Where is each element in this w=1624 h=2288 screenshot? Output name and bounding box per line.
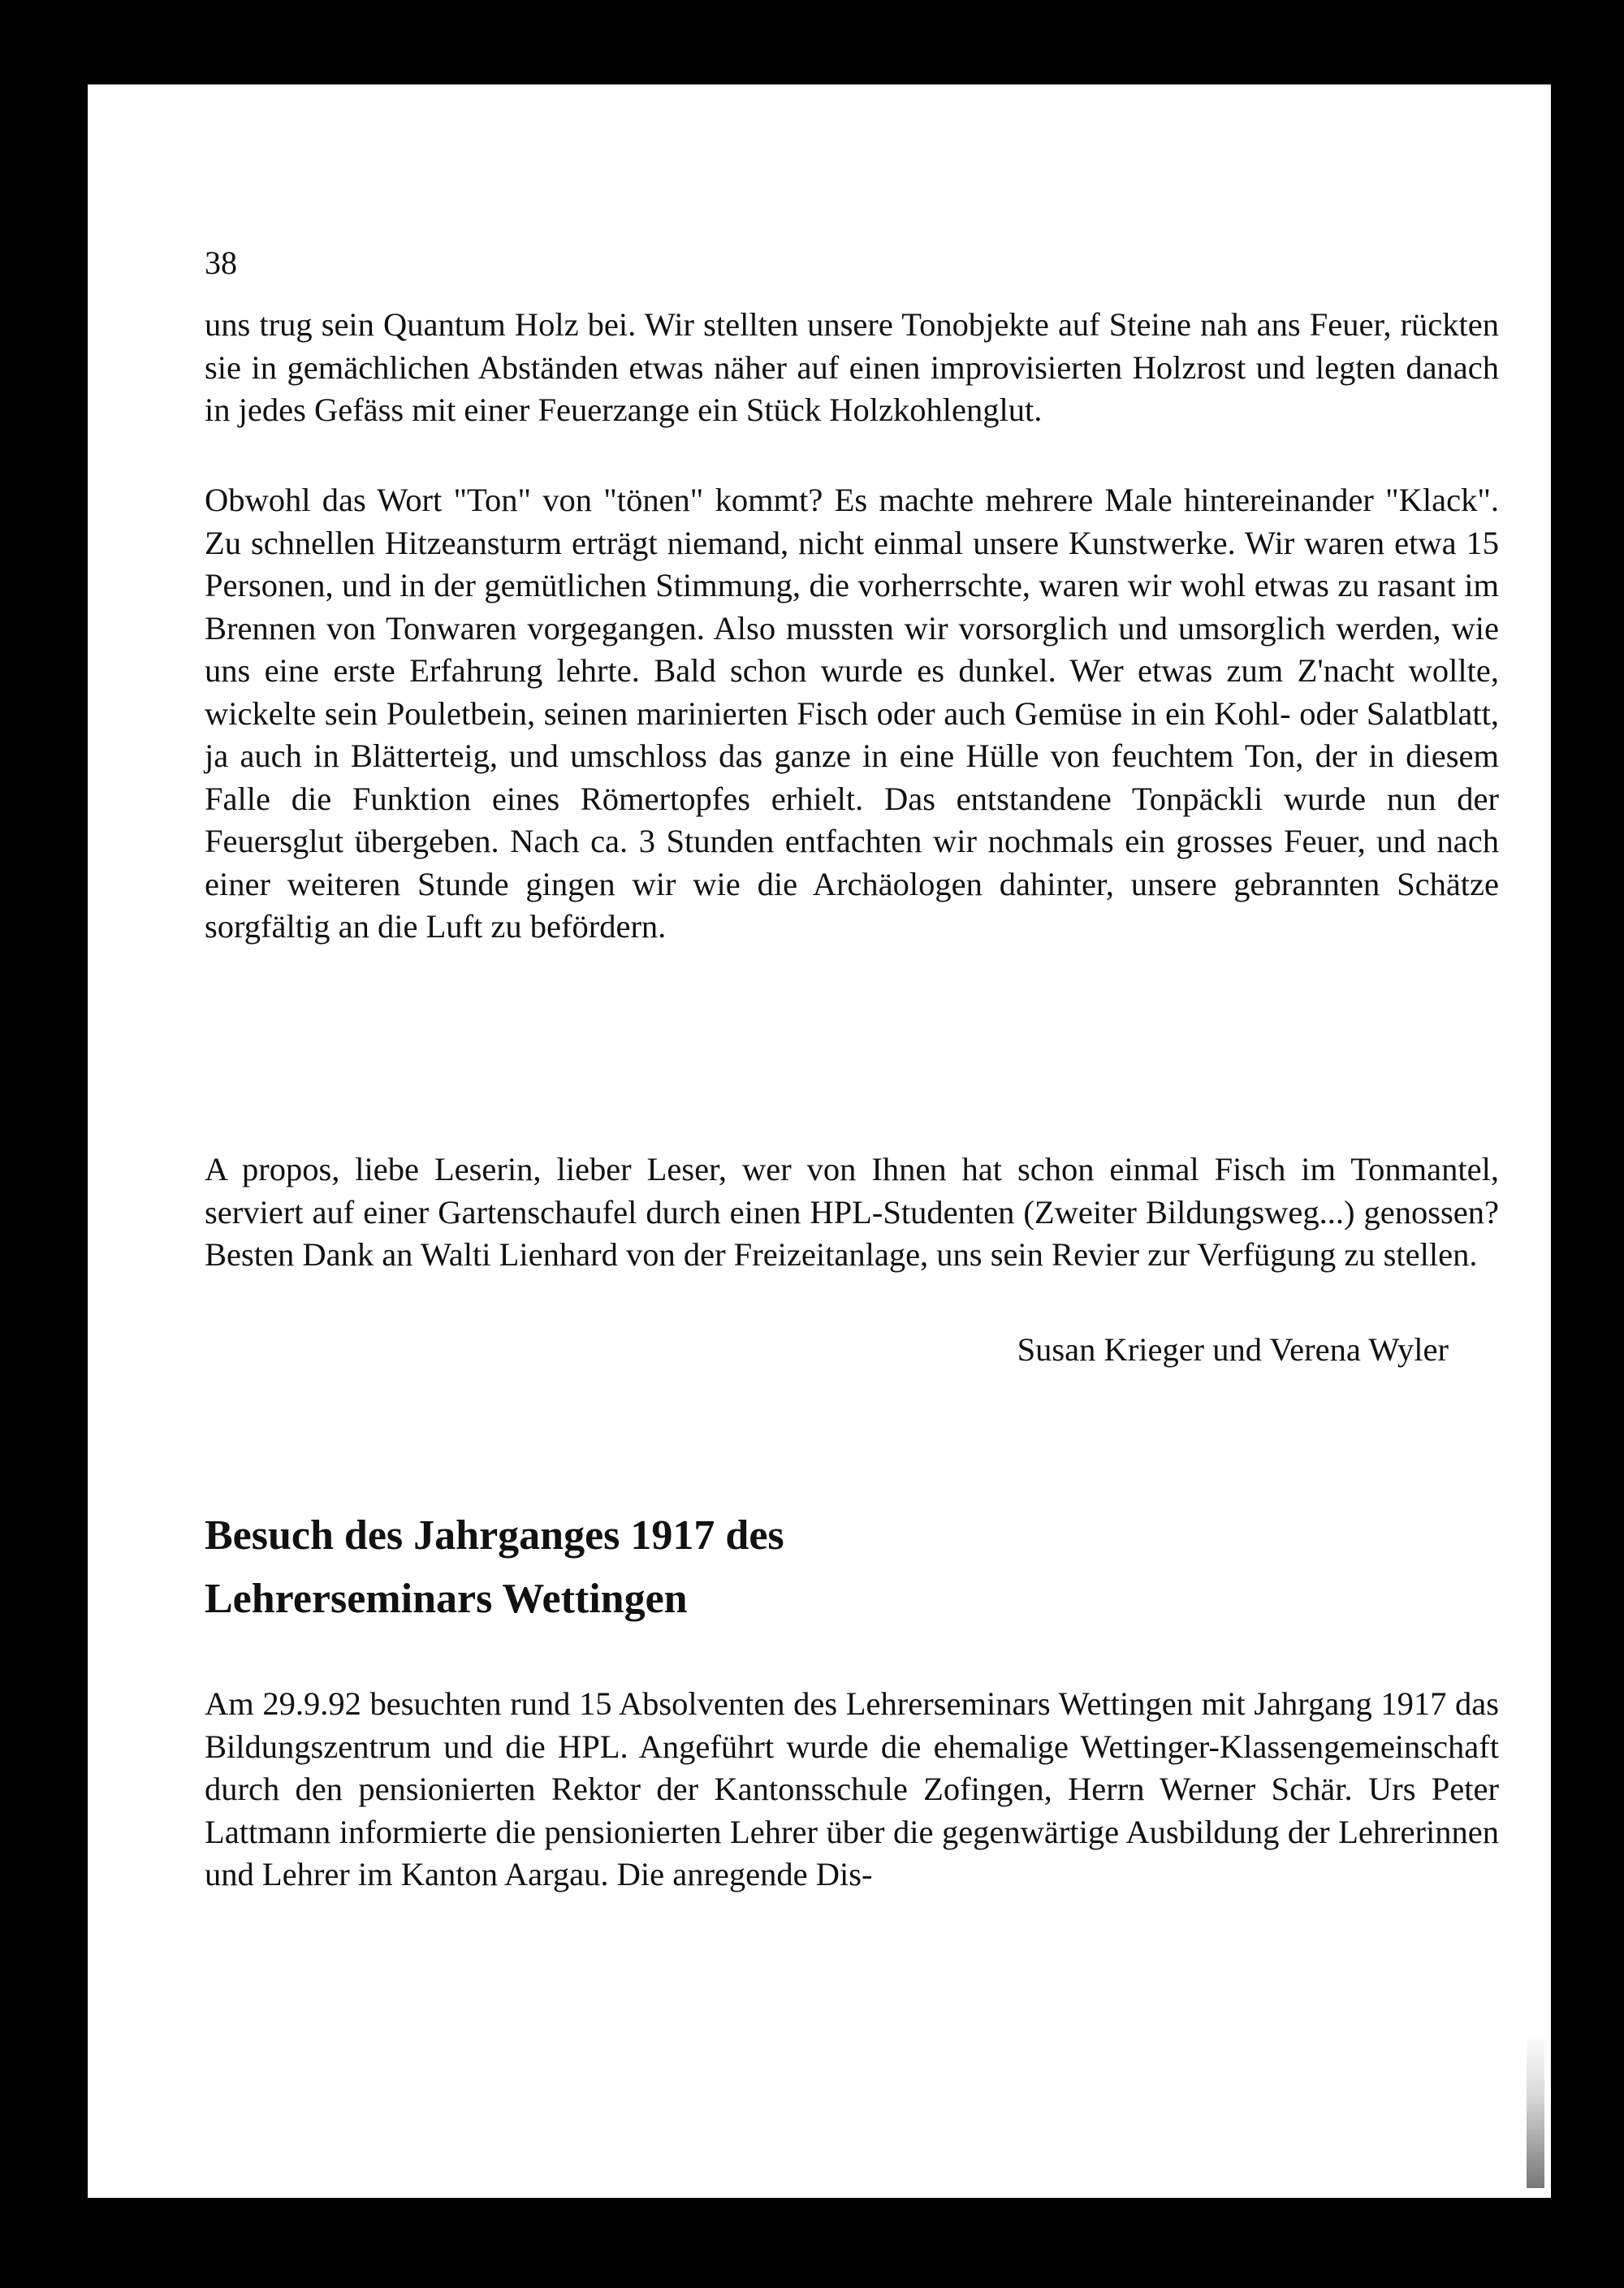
page-number: 38 xyxy=(205,244,237,281)
paragraph-text: Obwohl das Wort "Ton" von "tönen" kommt? Es machte mehrere Male hintereinander "Klack". Zu schnellen Hitzeansturm erträgt niemand, nicht einmal unsere Kunstwerke. Wir waren etwa 15 Personen, und in der gemütlichen Stimmung, die vorherrschte, waren wir wohl etwas zu rasant im Brennen von Tonwaren vorgegangen. Also mussten wir vorsorglich und umsorglich werden, wie uns eine erste Erfahrung lehrte. Bald schon wurde es dunkel. Wer etwas zum Z'nacht wollte, wickelte sein Pouletbein, seinen marinierten Fisch oder auch Gemüse in ein Kohl- oder Salatblatt, ja auch in Blätterteig, und umschloss das ganze in eine Hülle von feuchtem Ton, der in diesem Falle die Funktion eines Römertopfes erhielt. Das entstandene Tonpäckli wurde nun der Feuersglut übergeben. Nach ca. 3 Stunden entfachten wir nochmals ein grosses Feuer, und nach einer weiteren Stunde gingen wir wie die Archäologen dahinter, unsere gebrannten Schätze sorgfältig an die Luft zu befördern. xyxy=(205,482,1499,945)
article1-paragraph-3 xyxy=(205,1148,1499,1277)
document-page xyxy=(88,84,1551,2198)
paragraph-text: A propos, liebe Leserin, lieber Leser, wer von Ihnen hat schon einmal Fisch im Tonmantel, serviert auf einer Gartenschaufel durch einen HPL-Studenten (Zweiter Bildungsweg...) genossen? Besten Dank an Walti Lienhard von der Freizeitanlage, uns sein Revier zur Verfügung zu stellen. xyxy=(205,1151,1499,1273)
article1-signature: Susan Krieger und Verena Wyler xyxy=(1017,1331,1449,1368)
article1-paragraph-1 xyxy=(205,304,1499,432)
article1-paragraph-2 xyxy=(205,479,1499,949)
article2-heading xyxy=(205,1504,1423,1631)
article2-paragraph-1 xyxy=(205,1683,1499,1897)
paragraph-text: Am 29.9.92 besuchten rund 15 Absolventen des Lehrerseminars Wettingen mit Jahrgang 1917 das Bildungszentrum und die HPL. Angeführt wurde die ehemalige Wettinger-Klassengemeinschaft durch den pensionierten Rektor der Kantonsschule Zofingen, Herrn Werner Schär. Urs Peter Lattmann informierte die pensionierten Lehrer über die gegenwärtige Ausbildung der Lehrerinnen und Lehrer im Kanton Aargau. Die anregende Dis- xyxy=(205,1685,1499,1892)
scan-edge-shadow xyxy=(1527,2034,1544,2188)
heading-line-2: Lehrerseminars Wettingen xyxy=(205,1576,688,1622)
heading-line-1: Besuch des Jahrganges 1917 des xyxy=(205,1512,784,1559)
paragraph-text: uns trug sein Quantum Holz bei. Wir stellten unsere Tonobjekte auf Steine nah ans Feuer, rückten sie in gemächlichen Abständen etwas näher auf einen improvisierten Holzrost und legten danach in jedes Gefäss mit einer Feuerzange ein Stück Holzkohlenglut. xyxy=(205,306,1499,428)
